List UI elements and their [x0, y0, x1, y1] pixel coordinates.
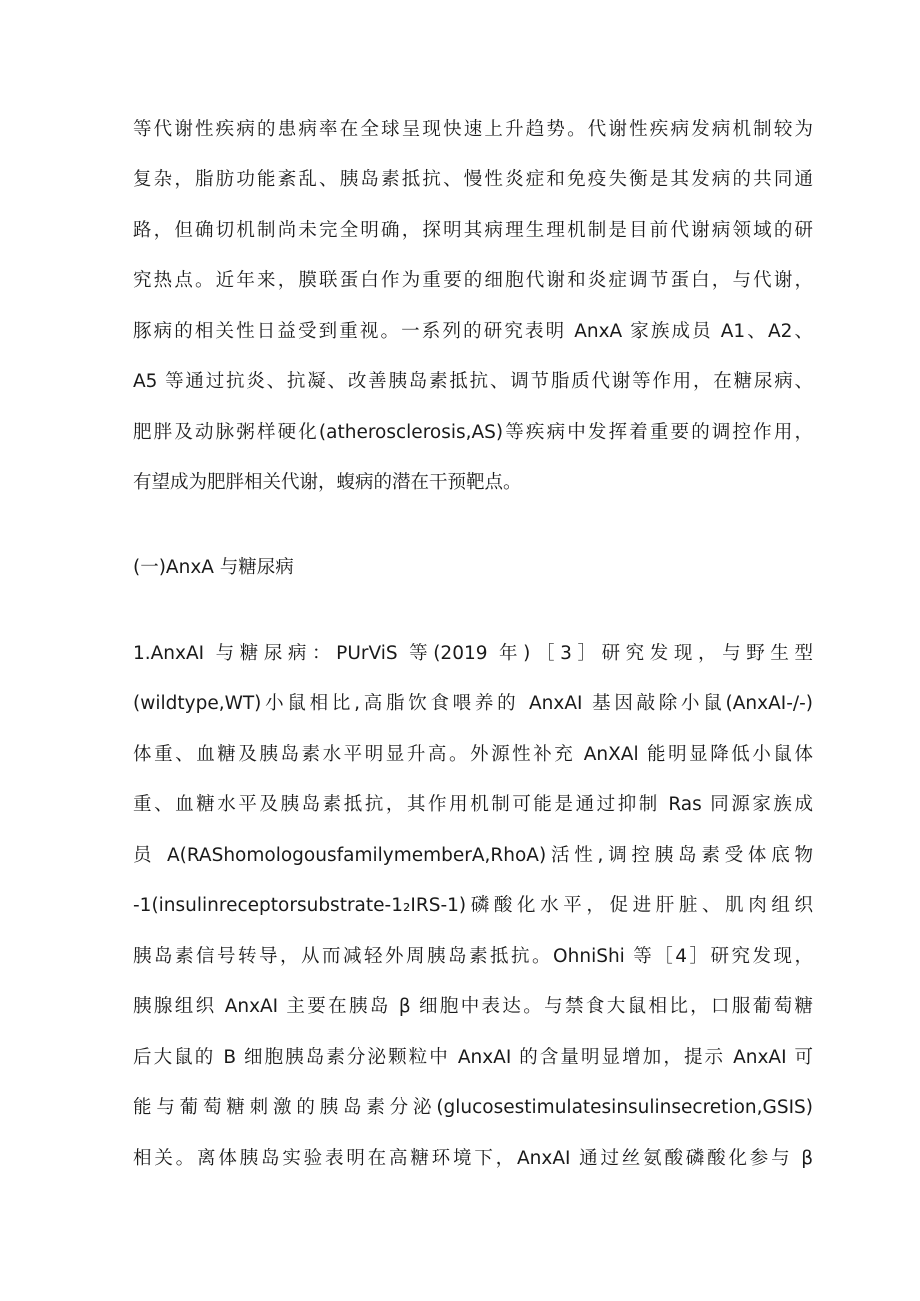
text-line: 等代谢性疾病的患病率在全球呈现快速上升趋势。代谢性疾病发病机制较为 [133, 119, 813, 140]
text-line: 究热点。近年来，膜联蛋白作为重要的细胞代谢和炎症调节蛋白，与代谢， [133, 270, 813, 291]
text-line: 路，但确切机制尚未完全明确，探明其病理生理机制是目前代谢病领域的研 [133, 220, 813, 241]
section-heading: (一)AnxA 与糖尿病 [133, 557, 294, 578]
text-line: (wildtype,WT)小鼠相比,高脂饮食喂养的 AnxAI 基因敲除小鼠(AnxAI-/-) [133, 693, 813, 714]
text-line: 1.AnxAI 与糖尿病：PUrViS 等(2019 年)［3］研究发现，与野生型 [133, 643, 813, 664]
text-line: 有望成为肥胖相关代谢，蝮病的潜在干预靶点。 [133, 472, 522, 493]
text-line: 体重、血糖及胰岛素水平明显升高。外源性补充 AnXAl 能明显降低小鼠体 [133, 744, 813, 765]
text-line: 相关。离体胰岛实验表明在高糖环境下，AnxAI 通过丝氨酸磷酸化参与 β [133, 1148, 813, 1169]
text-line: 肥胖及动脉粥样硬化(atherosclerosis,AS)等疾病中发挥着重要的调控作用， [133, 422, 813, 443]
text-line: 复杂，脂肪功能紊乱、胰岛素抵抗、慢性炎症和免疫失衡是其发病的共同通 [133, 169, 813, 190]
text-line: -1(insulinreceptorsubstrate-1₂IRS-1)磷酸化水平，促进肝脏、肌肉组织 [133, 895, 813, 916]
text-line: 胰岛素信号转导，从而减轻外周胰岛素抵抗。OhniShi 等［4］研究发现， [133, 946, 813, 967]
text-line: 后大鼠的 B 细胞胰岛素分泌颗粒中 AnxAI 的含量明显增加，提示 AnxAI 可 [133, 1047, 813, 1068]
text-line: A5 等通过抗炎、抗凝、改善胰岛素抵抗、调节脂质代谢等作用，在糖尿病、 [133, 371, 813, 392]
text-line: 豚病的相关性日益受到重视。一系列的研究表明 AnxA 家族成员 A1、A2、 [133, 321, 813, 342]
text-line: 胰腺组织 AnxAI 主要在胰岛 β 细胞中表达。与禁食大鼠相比，口服葡萄糖 [133, 996, 813, 1017]
text-line: 能与葡萄糖刺激的胰岛素分泌(glucosestimulatesinsulinsecretion,GSIS) [133, 1097, 813, 1118]
text-line: 重、血糖水平及胰岛素抵抗，其作用机制可能是通过抑制 Ras 同源家族成 [133, 794, 813, 815]
text-line: 员 A(RAShomologousfamilymemberA,RhoA)活性,调控胰岛素受体底物 [133, 845, 813, 866]
